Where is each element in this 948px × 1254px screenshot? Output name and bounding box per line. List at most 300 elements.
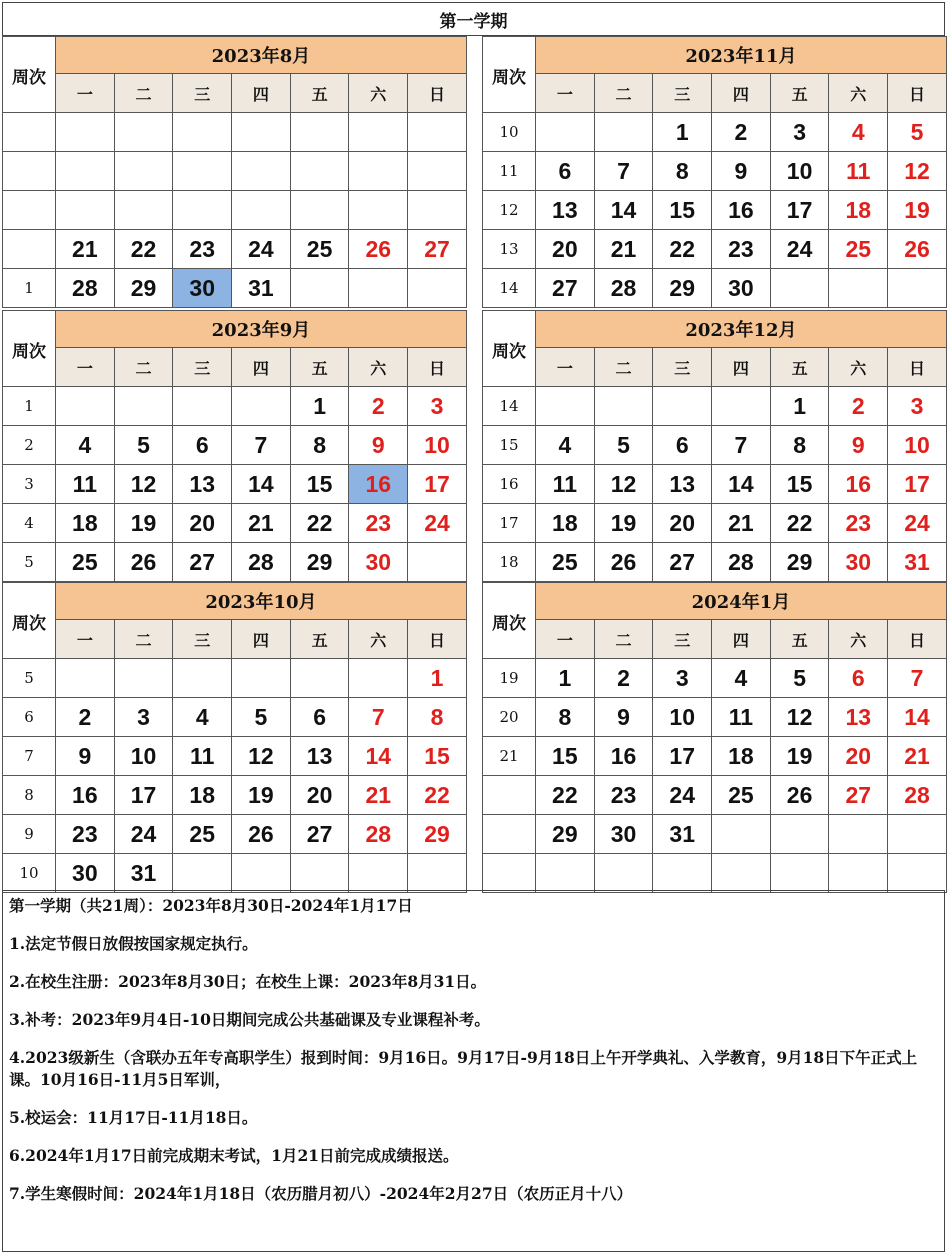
week-number: 19 — [483, 659, 536, 698]
week-number: 14 — [483, 387, 536, 426]
weekday-header: 二 — [114, 620, 173, 659]
day-cell — [349, 269, 408, 308]
week-row — [3, 426, 467, 465]
week-number: 3 — [3, 465, 56, 504]
week-row — [483, 854, 947, 893]
day-cell: 10 — [114, 737, 173, 776]
day-cell: 6 — [290, 698, 349, 737]
weekday-header: 一 — [56, 620, 115, 659]
day-cell: 22 — [770, 504, 829, 543]
note-winter-break: 7.学生寒假时间：2024年1月18日（农历腊月初八）-2024年2月27日（农历正月十八） — [9, 1184, 633, 1203]
week-number: 4 — [3, 504, 56, 543]
day-cell: 10 — [888, 426, 947, 465]
day-cell: 16 — [349, 465, 408, 504]
day-cell — [349, 113, 408, 152]
month-title: 2023年9月 — [56, 311, 467, 348]
day-cell: 21 — [232, 504, 291, 543]
week-row — [3, 776, 467, 815]
day-cell: 17 — [408, 465, 467, 504]
day-cell: 17 — [653, 737, 712, 776]
day-cell: 11 — [56, 465, 115, 504]
day-cell: 20 — [829, 737, 888, 776]
day-cell: 15 — [770, 465, 829, 504]
day-cell: 14 — [888, 698, 947, 737]
day-cell — [114, 387, 173, 426]
day-cell: 28 — [712, 543, 771, 582]
weekday-header: 五 — [770, 348, 829, 387]
day-cell: 2 — [594, 659, 653, 698]
week-number — [483, 854, 536, 893]
day-cell: 1 — [770, 387, 829, 426]
week-row — [3, 659, 467, 698]
day-cell: 16 — [829, 465, 888, 504]
day-cell — [232, 854, 291, 893]
day-cell: 25 — [173, 815, 232, 854]
day-cell: 24 — [653, 776, 712, 815]
week-column-header: 周次 — [483, 311, 536, 387]
week-row — [3, 504, 467, 543]
day-cell: 9 — [712, 152, 771, 191]
day-cell — [408, 191, 467, 230]
week-number: 17 — [483, 504, 536, 543]
day-cell — [290, 152, 349, 191]
weekday-header: 一 — [536, 74, 595, 113]
week-row — [3, 854, 467, 893]
day-cell: 27 — [829, 776, 888, 815]
weekday-header: 日 — [888, 74, 947, 113]
day-cell: 28 — [232, 543, 291, 582]
week-row — [483, 426, 947, 465]
day-cell: 5 — [770, 659, 829, 698]
day-cell — [173, 854, 232, 893]
day-cell: 30 — [829, 543, 888, 582]
day-cell: 21 — [712, 504, 771, 543]
week-number: 6 — [3, 698, 56, 737]
day-cell: 27 — [536, 269, 595, 308]
weekday-header: 三 — [173, 348, 232, 387]
weekday-header: 二 — [594, 620, 653, 659]
weekday-header: 六 — [829, 348, 888, 387]
week-row — [483, 504, 947, 543]
day-cell — [114, 152, 173, 191]
day-cell: 27 — [173, 543, 232, 582]
day-cell: 10 — [653, 698, 712, 737]
day-cell: 24 — [888, 504, 947, 543]
weekday-header: 三 — [653, 348, 712, 387]
week-number — [3, 230, 56, 269]
note-makeup-exam: 3.补考：2023年9月4日-10日期间完成公共基础课及专业课程补考。 — [9, 1010, 490, 1029]
day-cell: 22 — [114, 230, 173, 269]
week-number: 1 — [3, 387, 56, 426]
week-row — [483, 815, 947, 854]
week-row — [3, 698, 467, 737]
day-cell: 5 — [888, 113, 947, 152]
day-cell: 7 — [349, 698, 408, 737]
day-cell: 23 — [173, 230, 232, 269]
day-cell: 6 — [829, 659, 888, 698]
day-cell — [173, 113, 232, 152]
day-cell — [232, 113, 291, 152]
day-cell — [56, 191, 115, 230]
day-cell: 23 — [594, 776, 653, 815]
day-cell: 4 — [56, 426, 115, 465]
day-cell: 9 — [56, 737, 115, 776]
day-cell — [173, 191, 232, 230]
week-row — [483, 659, 947, 698]
day-cell: 4 — [829, 113, 888, 152]
day-cell: 6 — [536, 152, 595, 191]
day-cell: 18 — [712, 737, 771, 776]
day-cell — [594, 387, 653, 426]
notes-section — [2, 890, 945, 1252]
day-cell — [888, 269, 947, 308]
day-cell: 3 — [888, 387, 947, 426]
day-cell — [594, 854, 653, 893]
day-cell: 12 — [114, 465, 173, 504]
weekday-header: 五 — [770, 74, 829, 113]
day-cell — [770, 854, 829, 893]
day-cell: 13 — [173, 465, 232, 504]
day-cell: 3 — [114, 698, 173, 737]
weekday-header: 五 — [290, 348, 349, 387]
day-cell — [536, 113, 595, 152]
day-cell — [653, 854, 712, 893]
week-number: 16 — [483, 465, 536, 504]
week-row — [3, 387, 467, 426]
day-cell: 15 — [290, 465, 349, 504]
weekday-header: 四 — [712, 620, 771, 659]
week-number — [483, 776, 536, 815]
note-final-exam: 6.2024年1月17日前完成期末考试，1月21日前完成成绩报送。 — [9, 1146, 459, 1165]
day-cell: 25 — [536, 543, 595, 582]
day-cell — [829, 854, 888, 893]
day-cell: 29 — [653, 269, 712, 308]
day-cell: 22 — [408, 776, 467, 815]
week-number: 7 — [3, 737, 56, 776]
month-calendar — [482, 310, 947, 582]
weekday-header: 三 — [653, 74, 712, 113]
day-cell — [349, 191, 408, 230]
day-cell: 20 — [536, 230, 595, 269]
day-cell — [290, 191, 349, 230]
week-row — [483, 698, 947, 737]
week-column-header: 周次 — [483, 583, 536, 659]
day-cell: 31 — [653, 815, 712, 854]
week-number: 10 — [3, 854, 56, 893]
day-cell: 21 — [349, 776, 408, 815]
week-row — [3, 152, 467, 191]
weekday-header: 日 — [408, 620, 467, 659]
day-cell: 19 — [232, 776, 291, 815]
weekday-header: 二 — [114, 348, 173, 387]
month-calendar — [2, 582, 467, 893]
day-cell: 11 — [536, 465, 595, 504]
weekday-header: 六 — [349, 348, 408, 387]
day-cell: 10 — [408, 426, 467, 465]
day-cell: 17 — [888, 465, 947, 504]
week-number: 8 — [3, 776, 56, 815]
day-cell: 21 — [56, 230, 115, 269]
day-cell: 1 — [290, 387, 349, 426]
day-cell: 18 — [56, 504, 115, 543]
day-cell: 9 — [829, 426, 888, 465]
day-cell: 29 — [536, 815, 595, 854]
day-cell — [290, 269, 349, 308]
week-number: 5 — [3, 659, 56, 698]
week-number: 15 — [483, 426, 536, 465]
week-row — [3, 230, 467, 269]
day-cell — [770, 269, 829, 308]
day-cell — [173, 152, 232, 191]
day-cell: 16 — [56, 776, 115, 815]
day-cell — [114, 659, 173, 698]
day-cell: 29 — [114, 269, 173, 308]
day-cell: 9 — [349, 426, 408, 465]
day-cell — [829, 815, 888, 854]
day-cell: 17 — [114, 776, 173, 815]
day-cell: 26 — [888, 230, 947, 269]
day-cell: 28 — [349, 815, 408, 854]
day-cell — [408, 854, 467, 893]
day-cell: 6 — [173, 426, 232, 465]
day-cell: 5 — [232, 698, 291, 737]
day-cell: 7 — [712, 426, 771, 465]
day-cell: 22 — [290, 504, 349, 543]
day-cell: 28 — [594, 269, 653, 308]
day-cell: 24 — [232, 230, 291, 269]
day-cell: 1 — [408, 659, 467, 698]
day-cell: 14 — [594, 191, 653, 230]
day-cell — [232, 659, 291, 698]
day-cell: 7 — [594, 152, 653, 191]
day-cell: 13 — [536, 191, 595, 230]
day-cell: 3 — [408, 387, 467, 426]
day-cell — [290, 659, 349, 698]
day-cell — [653, 387, 712, 426]
day-cell: 10 — [770, 152, 829, 191]
day-cell — [408, 543, 467, 582]
day-cell — [536, 387, 595, 426]
weekday-header: 日 — [888, 620, 947, 659]
month-calendar — [482, 36, 947, 308]
day-cell: 23 — [56, 815, 115, 854]
day-cell: 19 — [888, 191, 947, 230]
weekday-header: 二 — [594, 74, 653, 113]
day-cell — [408, 152, 467, 191]
weekday-header: 四 — [232, 348, 291, 387]
week-column-header: 周次 — [3, 311, 56, 387]
day-cell: 26 — [770, 776, 829, 815]
day-cell: 24 — [114, 815, 173, 854]
week-row — [483, 191, 947, 230]
day-cell: 19 — [114, 504, 173, 543]
day-cell — [349, 659, 408, 698]
day-cell: 28 — [56, 269, 115, 308]
day-cell: 4 — [536, 426, 595, 465]
week-number: 5 — [3, 543, 56, 582]
day-cell: 14 — [349, 737, 408, 776]
day-cell — [408, 113, 467, 152]
day-cell — [56, 387, 115, 426]
day-cell: 22 — [536, 776, 595, 815]
weekday-header: 四 — [712, 74, 771, 113]
day-cell: 5 — [594, 426, 653, 465]
day-cell: 7 — [232, 426, 291, 465]
day-cell: 26 — [349, 230, 408, 269]
day-cell: 29 — [770, 543, 829, 582]
week-number: 11 — [483, 152, 536, 191]
day-cell: 25 — [290, 230, 349, 269]
page-title: 第一学期 — [2, 2, 945, 36]
day-cell — [56, 113, 115, 152]
day-cell: 8 — [290, 426, 349, 465]
note-new-students: 4.2023级新生（含联办五年专高职学生）报到时间：9月16日。9月17日-9月18日上午开学典礼、入学教育，9月18日下午正式上课。10月16日-11月5日军训， — [9, 1048, 918, 1089]
weekday-header: 四 — [712, 348, 771, 387]
weekday-header: 三 — [173, 620, 232, 659]
weekday-header: 一 — [56, 348, 115, 387]
day-cell: 12 — [594, 465, 653, 504]
week-row — [3, 465, 467, 504]
weekday-header: 四 — [232, 620, 291, 659]
day-cell: 1 — [536, 659, 595, 698]
day-cell: 11 — [173, 737, 232, 776]
day-cell: 21 — [594, 230, 653, 269]
weekday-header: 三 — [173, 74, 232, 113]
day-cell: 8 — [653, 152, 712, 191]
week-number: 13 — [483, 230, 536, 269]
day-cell — [56, 659, 115, 698]
day-cell: 28 — [888, 776, 947, 815]
day-cell — [770, 815, 829, 854]
day-cell: 30 — [173, 269, 232, 308]
day-cell: 19 — [594, 504, 653, 543]
week-row — [483, 269, 947, 308]
day-cell: 2 — [349, 387, 408, 426]
week-column-header: 周次 — [3, 37, 56, 113]
weekday-header: 三 — [653, 620, 712, 659]
day-cell: 3 — [653, 659, 712, 698]
weekday-header: 日 — [408, 74, 467, 113]
weekday-header: 五 — [290, 620, 349, 659]
day-cell: 27 — [408, 230, 467, 269]
day-cell: 8 — [408, 698, 467, 737]
day-cell — [712, 854, 771, 893]
week-row — [483, 737, 947, 776]
month-title: 2023年8月 — [56, 37, 467, 74]
day-cell — [114, 113, 173, 152]
month-title: 2024年1月 — [536, 583, 947, 620]
weekday-header: 六 — [829, 74, 888, 113]
day-cell: 23 — [349, 504, 408, 543]
day-cell: 12 — [770, 698, 829, 737]
day-cell — [173, 659, 232, 698]
day-cell: 13 — [829, 698, 888, 737]
day-cell: 13 — [653, 465, 712, 504]
day-cell — [349, 854, 408, 893]
day-cell: 9 — [594, 698, 653, 737]
day-cell: 31 — [114, 854, 173, 893]
day-cell: 26 — [232, 815, 291, 854]
day-cell: 20 — [653, 504, 712, 543]
day-cell: 21 — [888, 737, 947, 776]
day-cell: 30 — [712, 269, 771, 308]
day-cell — [888, 854, 947, 893]
day-cell: 26 — [594, 543, 653, 582]
day-cell — [712, 387, 771, 426]
day-cell — [56, 152, 115, 191]
week-row — [3, 113, 467, 152]
weekday-header: 一 — [536, 348, 595, 387]
day-cell: 30 — [594, 815, 653, 854]
month-title: 2023年10月 — [56, 583, 467, 620]
day-cell: 15 — [408, 737, 467, 776]
day-cell: 1 — [653, 113, 712, 152]
day-cell: 12 — [888, 152, 947, 191]
weekday-header: 五 — [290, 74, 349, 113]
note-registration: 2.在校生注册：2023年8月30日；在校生上课：2023年8月31日。 — [9, 972, 487, 991]
day-cell: 18 — [536, 504, 595, 543]
week-number — [483, 815, 536, 854]
day-cell: 7 — [888, 659, 947, 698]
day-cell: 11 — [829, 152, 888, 191]
day-cell: 18 — [829, 191, 888, 230]
day-cell: 15 — [536, 737, 595, 776]
day-cell: 3 — [770, 113, 829, 152]
day-cell: 25 — [56, 543, 115, 582]
week-row — [483, 113, 947, 152]
weekday-header: 六 — [349, 74, 408, 113]
day-cell: 25 — [829, 230, 888, 269]
day-cell — [232, 152, 291, 191]
week-row — [483, 465, 947, 504]
weekday-header: 六 — [349, 620, 408, 659]
weekday-header: 二 — [594, 348, 653, 387]
day-cell: 5 — [114, 426, 173, 465]
weekday-header: 日 — [888, 348, 947, 387]
week-number: 12 — [483, 191, 536, 230]
week-number: 9 — [3, 815, 56, 854]
week-number: 14 — [483, 269, 536, 308]
day-cell: 2 — [829, 387, 888, 426]
week-row — [483, 230, 947, 269]
week-row — [3, 815, 467, 854]
week-number: 21 — [483, 737, 536, 776]
day-cell: 13 — [290, 737, 349, 776]
week-row — [483, 387, 947, 426]
day-cell — [290, 854, 349, 893]
week-row — [3, 543, 467, 582]
month-title: 2023年11月 — [536, 37, 947, 74]
day-cell — [408, 269, 467, 308]
day-cell: 20 — [173, 504, 232, 543]
day-cell: 24 — [408, 504, 467, 543]
week-row — [3, 737, 467, 776]
day-cell: 26 — [114, 543, 173, 582]
week-number: 18 — [483, 543, 536, 582]
day-cell: 14 — [232, 465, 291, 504]
week-row — [483, 543, 947, 582]
day-cell: 2 — [712, 113, 771, 152]
weekday-header: 六 — [829, 620, 888, 659]
day-cell: 16 — [594, 737, 653, 776]
day-cell: 22 — [653, 230, 712, 269]
week-column-header: 周次 — [3, 583, 56, 659]
day-cell: 31 — [232, 269, 291, 308]
day-cell — [536, 854, 595, 893]
month-calendar — [2, 310, 467, 582]
weekday-header: 日 — [408, 348, 467, 387]
day-cell — [232, 387, 291, 426]
